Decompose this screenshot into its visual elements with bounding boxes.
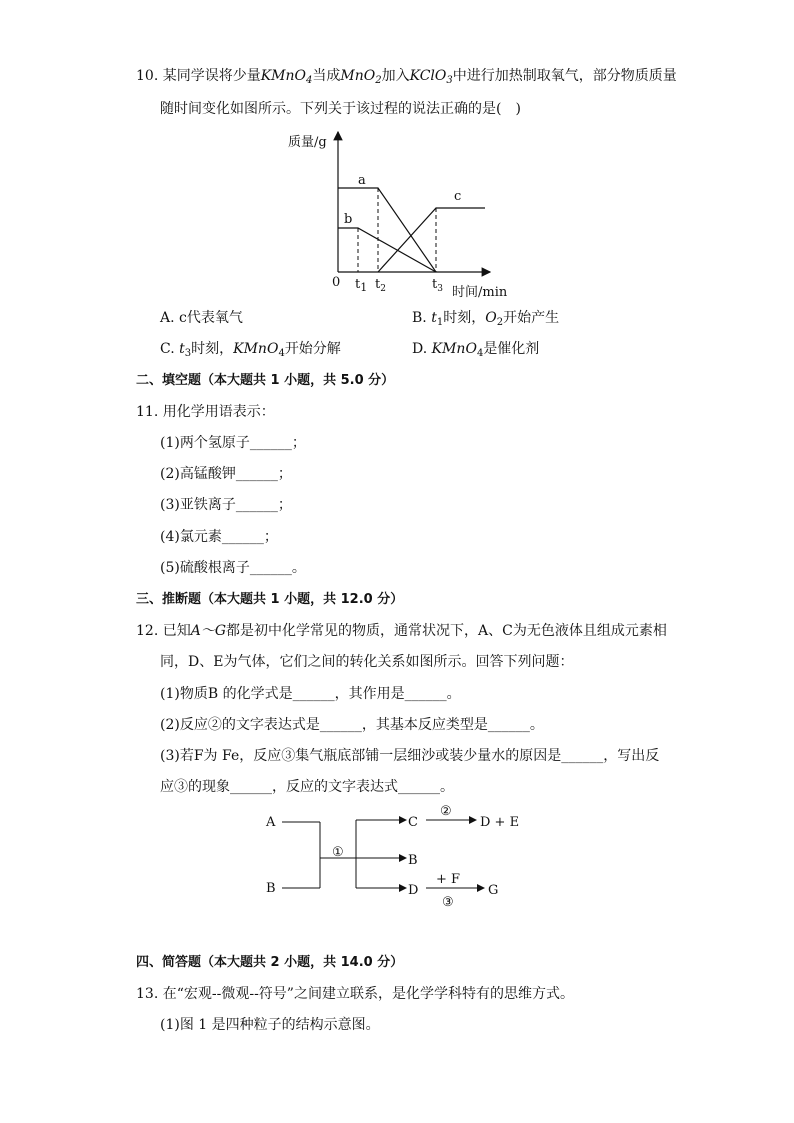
q11-item-2: (2)高锰酸钾______； (160, 466, 292, 482)
q10-option-c[interactable]: C. $t_3$时刻，KMnO$_4$开始分解 (160, 341, 341, 359)
section-2-heading: 二、填空题（本大题共 1 小题，共 5.0 分） (136, 373, 395, 388)
node-a: A (266, 815, 276, 830)
series-a-line (338, 188, 436, 272)
node-b-output: B (408, 853, 418, 868)
plus-f-label: + F (436, 872, 461, 887)
q12-line1: 12. 已知A～G都是初中化学常见的物质，通常状况下，A、C为无色液体且组成元素相 (136, 623, 667, 639)
section-4-heading: 四、简答题（本大题共 2 小题，共 14.0 分） (136, 955, 404, 970)
origin-label: 0 (332, 275, 341, 290)
q10-option-a[interactable]: A. c代表氧气 (160, 310, 243, 326)
q11-stem: 11. 用化学用语表示： (136, 404, 275, 420)
q11-item-5: (5)硫酸根离子______。 (160, 560, 306, 576)
section-3-heading: 三、推断题（本大题共 1 小题，共 12.0 分） (136, 592, 404, 607)
q10-option-b[interactable]: B. $t_1$时刻，$O_2$开始产生 (412, 310, 560, 328)
node-b-input: B (266, 881, 276, 896)
q12-sub3-line1: (3)若F为 Fe，反应③集气瓶底部铺一层细沙或装少量水的原因是______，写出反 (160, 748, 660, 764)
node-d: D (408, 883, 419, 898)
q11-item-1: (1)两个氢原子______； (160, 435, 306, 451)
reaction-diagram (262, 802, 542, 912)
q13-sub1: (1)图 1 是四种粒子的结构示意图。 (160, 1017, 380, 1033)
q12-sub2: (2)反应②的文字表达式是______，其基本反应类型是______。 (160, 717, 544, 733)
q10-line2: 随时间变化如图所示。下列关于该过程的说法正确的是( ) (160, 101, 521, 117)
q11-item-3: (3)亚铁离子______； (160, 497, 292, 513)
q10-line1: 10. 某同学误将少量KMnO$_4$当成MnO$_2$加入KClO$_3$中进行加热制取氧气，部分物质质量 (136, 68, 677, 86)
tick-t2: $t_2$ (375, 277, 386, 294)
q10-option-d[interactable]: D. KMnO$_4$是催化剂 (412, 341, 540, 359)
series-b-label: b (344, 212, 353, 227)
q12-sub3-line2: 应③的现象______，反应的文字表达式______。 (160, 779, 454, 795)
series-c-label: c (454, 189, 462, 204)
tick-t3: $t_3$ (432, 277, 443, 294)
reaction-2-label: ② (440, 804, 452, 819)
x-axis-label: 时间/min (452, 285, 508, 300)
series-a-label: a (358, 173, 366, 188)
series-c-line (378, 208, 485, 272)
q13-stem: 13. 在“宏观--微观--符号”之间建立联系，是化学学科特有的思维方式。 (136, 986, 574, 1002)
q12-sub1: (1)物质B 的化学式是______，其作用是______。 (160, 686, 461, 702)
node-g: G (488, 883, 499, 898)
q12-line2: 同，D、E为气体，它们之间的转化关系如图所示。回答下列问题： (160, 654, 574, 670)
tick-t1: $t_1$ (355, 277, 368, 294)
mass-time-chart (280, 128, 520, 303)
q10-number: 10. (136, 68, 159, 84)
reaction-1-label: ① (332, 845, 344, 860)
y-axis-label: 质量/g (288, 135, 327, 150)
node-c: C (408, 815, 418, 830)
node-de: D + E (480, 815, 520, 830)
q11-item-4: (4)氯元素______； (160, 529, 278, 545)
reaction-3-label: ③ (442, 895, 454, 910)
